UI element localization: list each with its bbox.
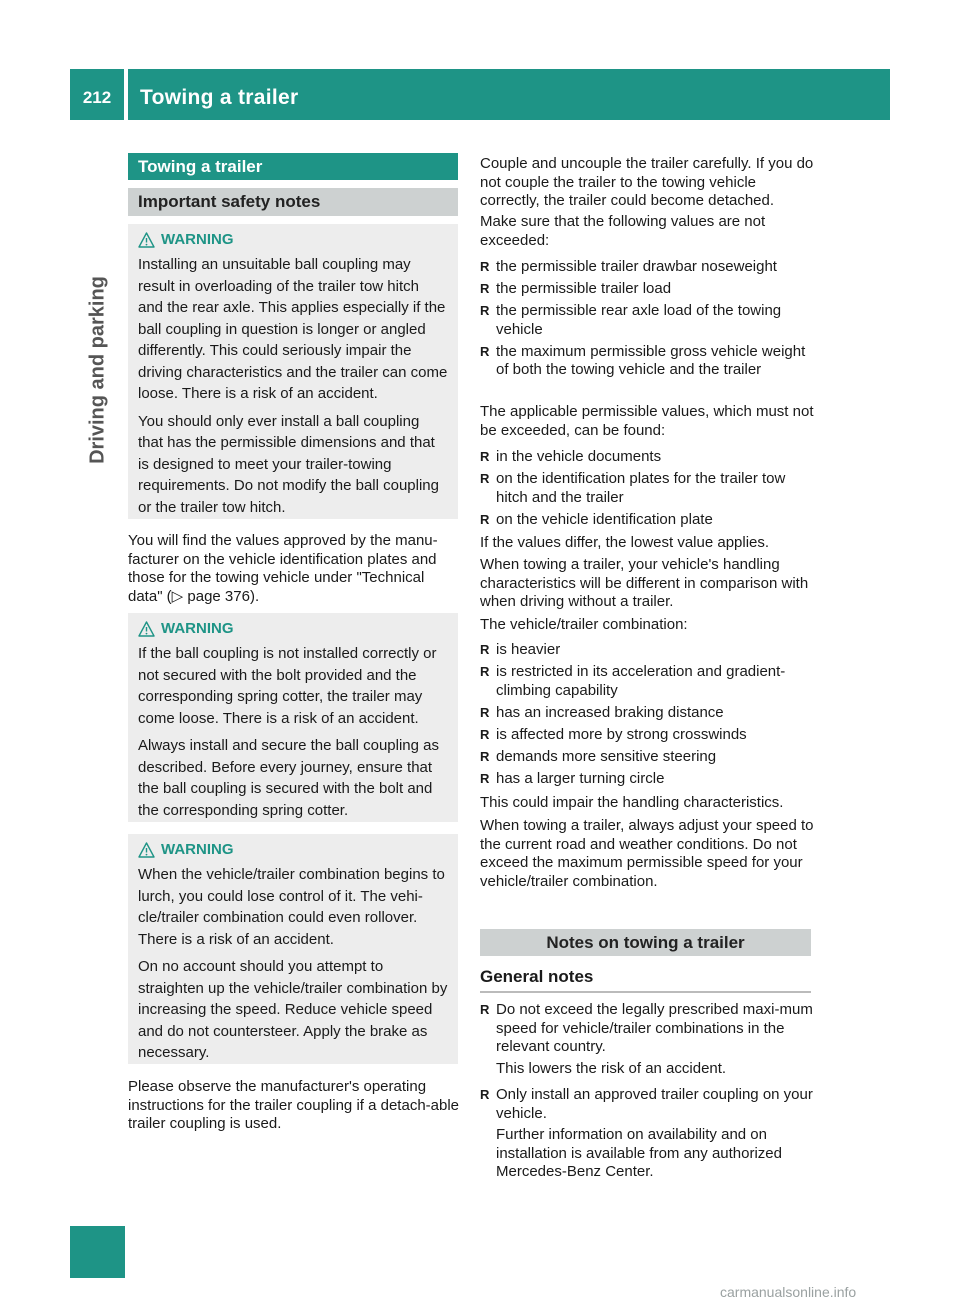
list-item (480, 1001, 814, 1078)
paragraph: When towing a trailer, always adjust your speed to the current road and weather conditions. Do not exceed the maximum permissible speed for your vehicle/trailer combination. (480, 817, 814, 890)
bullet-marker: R (480, 748, 490, 764)
list-item-text: on the identification plates for the trailer tow hitch and the trailer (496, 470, 786, 506)
warning-text: If the ball coupling is not installed correctly or not secured with the bolt provided and the corresponding spring cotter, the trailer may come loose. There is a risk of an accident. (138, 645, 437, 727)
bullet-list (480, 258, 814, 383)
paragraph: The vehicle/trailer combination: (480, 616, 688, 633)
bullet-marker: R (480, 726, 490, 742)
list-item-text: the maximum permissible gross vehicle weight of both the towing vehicle and the trailer (496, 342, 806, 378)
bullet-marker: R (480, 770, 490, 786)
header-title: Towing a trailer (140, 86, 299, 109)
list-item-subtext: Further information on availability and on installation is available from any authorized Mercedes-Benz Center. (496, 1126, 782, 1180)
bullet-marker: R (480, 343, 490, 359)
list-item-text: Only install an approved trailer coupling on your vehicle. (496, 1086, 813, 1122)
bullet-marker: R (480, 281, 490, 296)
paragraph: Couple and uncouple the trailer carefully. If you do not couple the trailer to the towing vehicle correctly, the trailer could become detached. (480, 155, 814, 209)
list-item (480, 302, 814, 339)
warning-triangle-icon (138, 232, 155, 248)
list-item (480, 770, 814, 789)
watermark: carmanualsonline.info (720, 1284, 857, 1300)
warning-label: WARNING (161, 231, 234, 248)
warning-box-1 (128, 224, 458, 519)
list-item (480, 663, 814, 700)
warning-triangle-icon (138, 842, 155, 858)
paragraph (128, 532, 460, 606)
warning-heading (138, 231, 448, 248)
warning-text: On no account should you attempt to straighten up the vehicle/trailer combination by increasing the speed. Reduce vehicle speed and do not countersteer. Apply the brake as necessary. (138, 958, 448, 1061)
list-item-text: the permissible trailer load (496, 280, 672, 297)
bullet-marker: R (480, 704, 490, 720)
warning-label: WARNING (161, 620, 234, 637)
warning-text: When the vehicle/trailer combination begins to lurch, you could lose control of it. The vehi-cle/trailer combination could even rollover. There is a risk of an accident. (138, 866, 445, 948)
bullet-list (480, 1001, 814, 1190)
paragraph-text: You will find the values approved by the manu-facturer on the vehicle identification plates and those for the towing vehicle under "Technical data" (▷ page 376). (128, 532, 438, 605)
bullet-marker: R (480, 471, 490, 486)
list-item-text: on the vehicle identification plate (496, 510, 713, 528)
page-number: 212 (82, 88, 112, 107)
notes-section-title: Notes on towing a trailer (480, 929, 811, 956)
list-item-text: demands more sensitive steering (496, 747, 717, 765)
list-item (480, 258, 814, 277)
paragraph: This could impair the handling characteristics. (480, 794, 784, 811)
bullet-marker: R (480, 642, 490, 657)
side-tab-marker (70, 1226, 125, 1278)
warning-label: WARNING (161, 841, 234, 858)
list-item-text: the permissible trailer drawbar noseweight (496, 258, 777, 275)
warning-heading (138, 620, 448, 637)
list-item-text: the permissible rear axle load of the towing vehicle (496, 302, 782, 338)
general-notes-heading: General notes (480, 967, 594, 986)
bullet-marker: R (480, 511, 490, 527)
subsection-title: Important safety notes (128, 188, 458, 216)
bullet-marker: R (480, 664, 490, 679)
warning-triangle-icon (138, 621, 155, 637)
paragraph: If the values differ, the lowest value applies. (480, 534, 770, 551)
list-item (480, 704, 814, 723)
list-item-text: Do not exceed the legally prescribed maxi-mum speed for vehicle/trailer combinations in the relevant country. (496, 1001, 813, 1055)
list-item (480, 448, 814, 467)
list-item (480, 470, 814, 507)
bullet-marker: R (480, 303, 490, 318)
list-item (480, 1086, 814, 1182)
warning-text: You should only ever install a ball coupling that has the permissible dimensions and that is designed to meet your trailer-towing requirements. Do not modify the ball coupling or the trailer tow hitch. (138, 412, 439, 516)
list-item-text: has an increased braking distance (496, 703, 724, 721)
section-title: Towing a trailer (128, 153, 458, 180)
bullet-list (480, 448, 814, 533)
warning-heading (138, 841, 448, 858)
list-item-text: is affected more by strong crosswinds (496, 725, 747, 743)
paragraph: When towing a trailer, your vehicle's handling characteristics will be different in comparison with when driving without a trailer. (480, 556, 809, 610)
warning-text: Always install and secure the ball coupling as described. Before every journey, ensure that the ball coupling is secured with the bolt and the corresponding spring cotter. (138, 737, 440, 819)
bullet-marker: R (480, 1087, 490, 1102)
list-item-subtext: This lowers the risk of an accident. (496, 1059, 727, 1077)
list-item (480, 641, 814, 660)
list-item (480, 343, 814, 380)
list-item-text: in the vehicle documents (496, 448, 662, 465)
bullet-marker: R (480, 1002, 490, 1017)
list-item (480, 748, 814, 767)
warning-box-3 (128, 834, 458, 1064)
paragraph: The applicable permissible values, which must not be exceeded, can be found: (480, 403, 814, 439)
warning-box-2 (128, 613, 458, 822)
list-item (480, 280, 814, 299)
paragraph: Make sure that the following values are not exceeded: (480, 213, 766, 249)
paragraph: Please observe the manufacturer's operating instructions for the trailer coupling if a detach-able trailer coupling is used. (128, 1078, 460, 1132)
heading-rule (480, 991, 811, 993)
list-item (480, 511, 814, 530)
bullet-list (480, 641, 814, 792)
bullet-marker: R (480, 449, 490, 464)
bullet-marker: R (480, 259, 490, 274)
list-item-text: is restricted in its acceleration and gradient-climbing capability (496, 663, 786, 699)
list-item (480, 726, 814, 745)
list-item-text: is heavier (496, 641, 561, 658)
chapter-label: Driving and parking (86, 276, 109, 464)
list-item-text: has a larger turning circle (496, 769, 665, 787)
header-divider (124, 69, 128, 120)
warning-text: Installing an unsuitable ball coupling may result in overloading of the trailer tow hitch and the rear axle. This applies especially if the ball coupling in question is longer or angled differently. This could seriously impair the driving characteristics and the trailer can come loose. There is a risk of an accident. (138, 256, 448, 402)
